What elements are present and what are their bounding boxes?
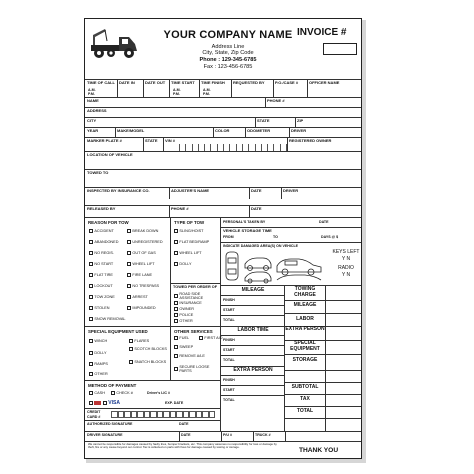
tow-flatbed-checkbox[interactable]: FLAT BED/RAMP xyxy=(174,240,209,244)
storage-title: VEHICLE STORAGE TIME xyxy=(223,228,272,233)
row-inspection[interactable] xyxy=(85,187,362,199)
reason-nostart-checkbox[interactable]: NO START xyxy=(89,262,113,266)
location-label: LOCATION OF VEHICLE xyxy=(87,152,133,157)
labor-start-label: START xyxy=(223,348,235,352)
extra-person-title: EXTRA PERSON xyxy=(233,367,273,373)
equip-other-checkbox[interactable]: OTHER xyxy=(89,372,108,376)
credit-card-number-field[interactable] xyxy=(111,411,215,418)
date-out-label: DATE OUT xyxy=(145,80,166,85)
other-services-title: OTHER SERVICES xyxy=(174,329,213,334)
towing-charge-label: TOWING CHARGE xyxy=(294,286,316,298)
payment-check-checkbox[interactable]: CHECK # xyxy=(111,391,133,395)
labor-total-label: TOTAL xyxy=(223,358,235,362)
radio-label: RADIO xyxy=(338,265,354,271)
card-brand-icon xyxy=(94,401,101,405)
company-address: Address Line xyxy=(211,44,245,50)
personals-date-label: DATE xyxy=(319,220,329,224)
labor-time-title: LABOR TIME xyxy=(237,327,269,333)
charges-section xyxy=(285,285,362,431)
year-label: YEAR xyxy=(87,128,99,133)
time-mileage-section xyxy=(221,285,285,431)
time-finish-label: TIME FINISH xyxy=(201,80,225,85)
plate-state-label: STATE xyxy=(145,138,158,143)
row-vehicle[interactable] xyxy=(85,127,362,137)
service-secure-checkbox[interactable]: SECURE LOOSE PARTS xyxy=(174,365,218,373)
tax-label: TAX xyxy=(300,396,310,402)
released-date-label: DATE xyxy=(251,206,262,211)
tow-sling-checkbox[interactable]: SLING/HOIST xyxy=(174,229,203,233)
reason-flattire-checkbox[interactable]: FLAT TIRE xyxy=(89,273,113,277)
labor-charge-label: LABOR xyxy=(296,316,314,322)
keys-left-label: KEYS LEFT xyxy=(332,249,360,255)
towed-police-checkbox[interactable]: POLICE xyxy=(174,313,193,317)
reason-towzone-checkbox[interactable]: TOW ZONE xyxy=(89,295,115,299)
service-firstaid-checkbox[interactable]: FIRST AID xyxy=(199,336,222,340)
inspection-date-label: DATE xyxy=(251,188,262,193)
special-equipment-section xyxy=(85,326,171,380)
released-by-label: RELEASED BY xyxy=(87,206,116,211)
released-phone-label: PHONE # xyxy=(171,206,189,211)
towed-per-order-section xyxy=(171,284,221,326)
equip-ramps-checkbox[interactable]: RAMPS xyxy=(89,362,108,366)
mileage-total-label: TOTAL xyxy=(223,318,235,322)
company-city: City, State, Zip Code xyxy=(202,50,254,56)
reason-accident-checkbox[interactable]: ACCIDENT xyxy=(89,229,114,233)
reason-for-tow-section xyxy=(85,218,171,326)
towed-per-title: TOWED PER ORDER OF xyxy=(173,285,218,289)
tow-invoice-form xyxy=(84,18,362,459)
row-location[interactable] xyxy=(85,151,362,161)
pu-number-label: P/U # xyxy=(223,433,232,437)
mileage-start-label: START xyxy=(223,308,235,312)
authorized-signature-label: AUTHORIZED SIGNATURE xyxy=(87,422,133,426)
tow-type-title: TYPE OF TOW xyxy=(174,220,205,225)
equip-scotch-checkbox[interactable]: SCOTCH BLOCKS xyxy=(129,347,167,351)
state-label: STATE xyxy=(257,118,270,123)
ampm-label: P.M. xyxy=(203,92,210,96)
storage-charge-label: STORAGE xyxy=(292,357,318,363)
reason-snowremoval-checkbox[interactable]: SNOW REMOVAL xyxy=(89,317,126,321)
extra-person-charge-label: EXTRA PERSON xyxy=(285,326,325,332)
row-times xyxy=(85,79,362,97)
mileage-finish-label: FINISH xyxy=(223,298,235,302)
row-name[interactable] xyxy=(85,97,362,107)
driver-signature-label: DRIVER SIGNATURE xyxy=(87,433,123,437)
authorized-date-label: DATE xyxy=(179,422,189,426)
reason-title: REASON FOR TOW xyxy=(88,220,129,225)
inspected-by-label: INSPECTED BY INSURANCE CO. xyxy=(87,188,150,193)
extra-finish-label: FINISH xyxy=(223,378,235,382)
storage-from-label: FROM xyxy=(223,235,234,239)
ampm-label: P.M. xyxy=(173,92,180,96)
company-fax: Fax : 123-456-6785 xyxy=(203,64,253,70)
officer-name-label: OFFICER NAME xyxy=(309,80,340,85)
service-sweep-checkbox[interactable]: SWEEP xyxy=(174,345,193,349)
company-name: YOUR COMPANY NAME xyxy=(163,29,293,41)
payment-cash-checkbox[interactable]: CASH xyxy=(89,391,105,395)
equip-winch-checkbox[interactable]: WINCH xyxy=(89,339,107,343)
marker-plate-label: MARKER PLATE # xyxy=(87,138,122,143)
company-phone: Phone : 129-345-6785 xyxy=(199,57,257,63)
phone-label: PHONE # xyxy=(267,98,285,103)
reason-outofgas-checkbox[interactable]: OUT OF GAS xyxy=(127,251,156,255)
equipment-title: SPECIAL EQUIPMENT USED xyxy=(88,329,148,334)
thank-you-text: THANK YOU xyxy=(299,447,339,454)
type-of-tow-section xyxy=(171,218,221,284)
personals-storage-section xyxy=(221,218,362,242)
mileage-title: MILEAGE xyxy=(241,287,265,293)
tow-truck-logo-icon xyxy=(89,27,141,61)
reason-abandoned-checkbox[interactable]: ABANDONED xyxy=(89,240,118,244)
total-label: TOTAL xyxy=(296,408,314,414)
reason-arrest-checkbox[interactable]: ARREST xyxy=(127,295,148,299)
reason-unregistered-checkbox[interactable]: UNREGISTERED xyxy=(127,240,163,244)
driver-date-label: DATE xyxy=(181,433,191,437)
reason-wheellift-checkbox[interactable]: WHEEL LIFT xyxy=(127,262,155,266)
time-start-label: TIME START xyxy=(171,80,195,85)
driver-label: DRIVER xyxy=(291,128,307,133)
reason-lockout-checkbox[interactable]: LOCKOUT xyxy=(89,284,113,288)
invoice-number-field[interactable] xyxy=(323,43,357,55)
storage-days-label: DAYS @ $ xyxy=(321,235,339,239)
credit-card-label: CREDIT CARD # xyxy=(87,410,101,419)
other-services-section xyxy=(171,326,221,380)
row-driver-signature[interactable] xyxy=(85,431,362,441)
time-of-call-label: TIME OF CALL xyxy=(87,80,115,85)
radio-yn-choice[interactable]: Y N xyxy=(341,272,351,278)
drivers-lic-label: Driver's LIC # xyxy=(147,391,171,395)
mileage-charge-label: MILEAGE xyxy=(293,302,317,308)
subtotal-label: SUBTOTAL xyxy=(291,384,319,390)
equip-flares-checkbox[interactable]: FLARES xyxy=(129,339,149,343)
extra-start-label: START xyxy=(223,388,235,392)
row-towed-to[interactable] xyxy=(85,169,362,179)
row-released[interactable] xyxy=(85,205,362,217)
ampm-label: A.M. xyxy=(88,88,96,92)
invoice-title: INVOICE # xyxy=(297,27,347,38)
ampm-label: A.M. xyxy=(173,88,181,92)
personals-taken-label: PERSONAL'S TAKEN BY xyxy=(223,220,266,224)
towed-insurance-checkbox[interactable]: INSURANCE xyxy=(174,301,202,305)
reason-stolen-checkbox[interactable]: STOLEN xyxy=(89,306,110,310)
visa-label: VISA xyxy=(108,400,120,406)
odometer-label: ODOMETER xyxy=(247,128,271,133)
keys-yn-choice[interactable]: Y N xyxy=(341,256,351,262)
equip-dolly-checkbox[interactable]: DOLLY xyxy=(89,351,107,355)
service-fuel-checkbox[interactable]: FUEL xyxy=(174,336,189,340)
storage-to-label: TO xyxy=(273,235,278,239)
color-label: COLOR xyxy=(215,128,230,133)
row-city[interactable] xyxy=(85,117,362,127)
payment-title: METHOD OF PAYMENT xyxy=(88,383,137,388)
city-label: CITY xyxy=(87,118,97,123)
damage-section xyxy=(221,242,362,285)
registered-owner-label: REGISTERED OWNER xyxy=(289,138,332,143)
tow-dolly-checkbox[interactable]: DOLLY xyxy=(174,262,192,266)
vin-label: VIN # xyxy=(165,138,176,143)
reason-impounded-checkbox[interactable]: IMPOUNDED xyxy=(127,306,156,310)
ampm-label: P.M. xyxy=(88,92,95,96)
ampm-label: A.M. xyxy=(203,88,211,92)
service-remove-checkbox[interactable]: REMOVE A/LE xyxy=(174,354,205,358)
damage-title: INDICATE DAMAGED AREA(S) ON VEHICLE xyxy=(223,244,299,248)
requested-by-label: REQUESTED BY xyxy=(233,80,265,85)
towed-owner-checkbox[interactable]: OWNER xyxy=(174,307,194,311)
exp-date-label: EXP. DATE xyxy=(165,401,184,405)
zip-label: ZIP xyxy=(297,118,304,123)
equip-snatch-checkbox[interactable]: SNATCH BLOCKS xyxy=(129,360,166,364)
reason-noregis-checkbox[interactable]: NO REGIS. xyxy=(89,251,114,255)
name-label: NAME xyxy=(87,98,99,103)
disclaimer-text: We cannot be responsible for damages caused by faulty tires, bumper brackets, etc. This company assumes no responsibility for loss or damage by theft, fire or any cause beyond our control. Tax is collected on parts with fixes for damage caused by towing or storage. xyxy=(88,442,277,450)
special-equipment-charge-label: SPECIAL EQUIPMENT xyxy=(290,340,320,352)
payment-card-checkbox[interactable] xyxy=(89,401,120,405)
inspection-driver-label: DRIVER xyxy=(283,188,299,193)
adjuster-name-label: ADJUSTER'S NAME xyxy=(171,188,210,193)
vehicle-damage-diagram-icon[interactable] xyxy=(223,250,325,284)
reason-breakdown-checkbox[interactable]: BREAK DOWN xyxy=(127,229,158,233)
date-in-label: DATE IN xyxy=(119,80,135,85)
reason-firelane-checkbox[interactable]: FIRE LANE xyxy=(127,273,152,277)
address-label: ADDRESS xyxy=(87,108,107,113)
row-address[interactable] xyxy=(85,107,362,117)
towed-to-label: TOWED TO xyxy=(87,170,109,175)
row-plate[interactable] xyxy=(85,137,362,151)
po-case-label: P.O./CASE # xyxy=(275,80,299,85)
labor-finish-label: FINISH xyxy=(223,338,235,342)
towed-roadside-checkbox[interactable]: ROAD SIDE ASSISTANCE xyxy=(174,292,218,300)
extra-total-label: TOTAL xyxy=(223,398,235,402)
towed-other-checkbox[interactable]: OTHER xyxy=(174,319,193,323)
truck-number-label: TRUCK # xyxy=(255,433,271,437)
reason-notrespass-checkbox[interactable]: NO TRESPASS xyxy=(127,284,159,288)
make-model-label: MAKE/MODEL xyxy=(117,128,145,133)
payment-section xyxy=(85,380,221,431)
tow-wheellift-checkbox[interactable]: WHEEL LIFT xyxy=(174,251,202,255)
